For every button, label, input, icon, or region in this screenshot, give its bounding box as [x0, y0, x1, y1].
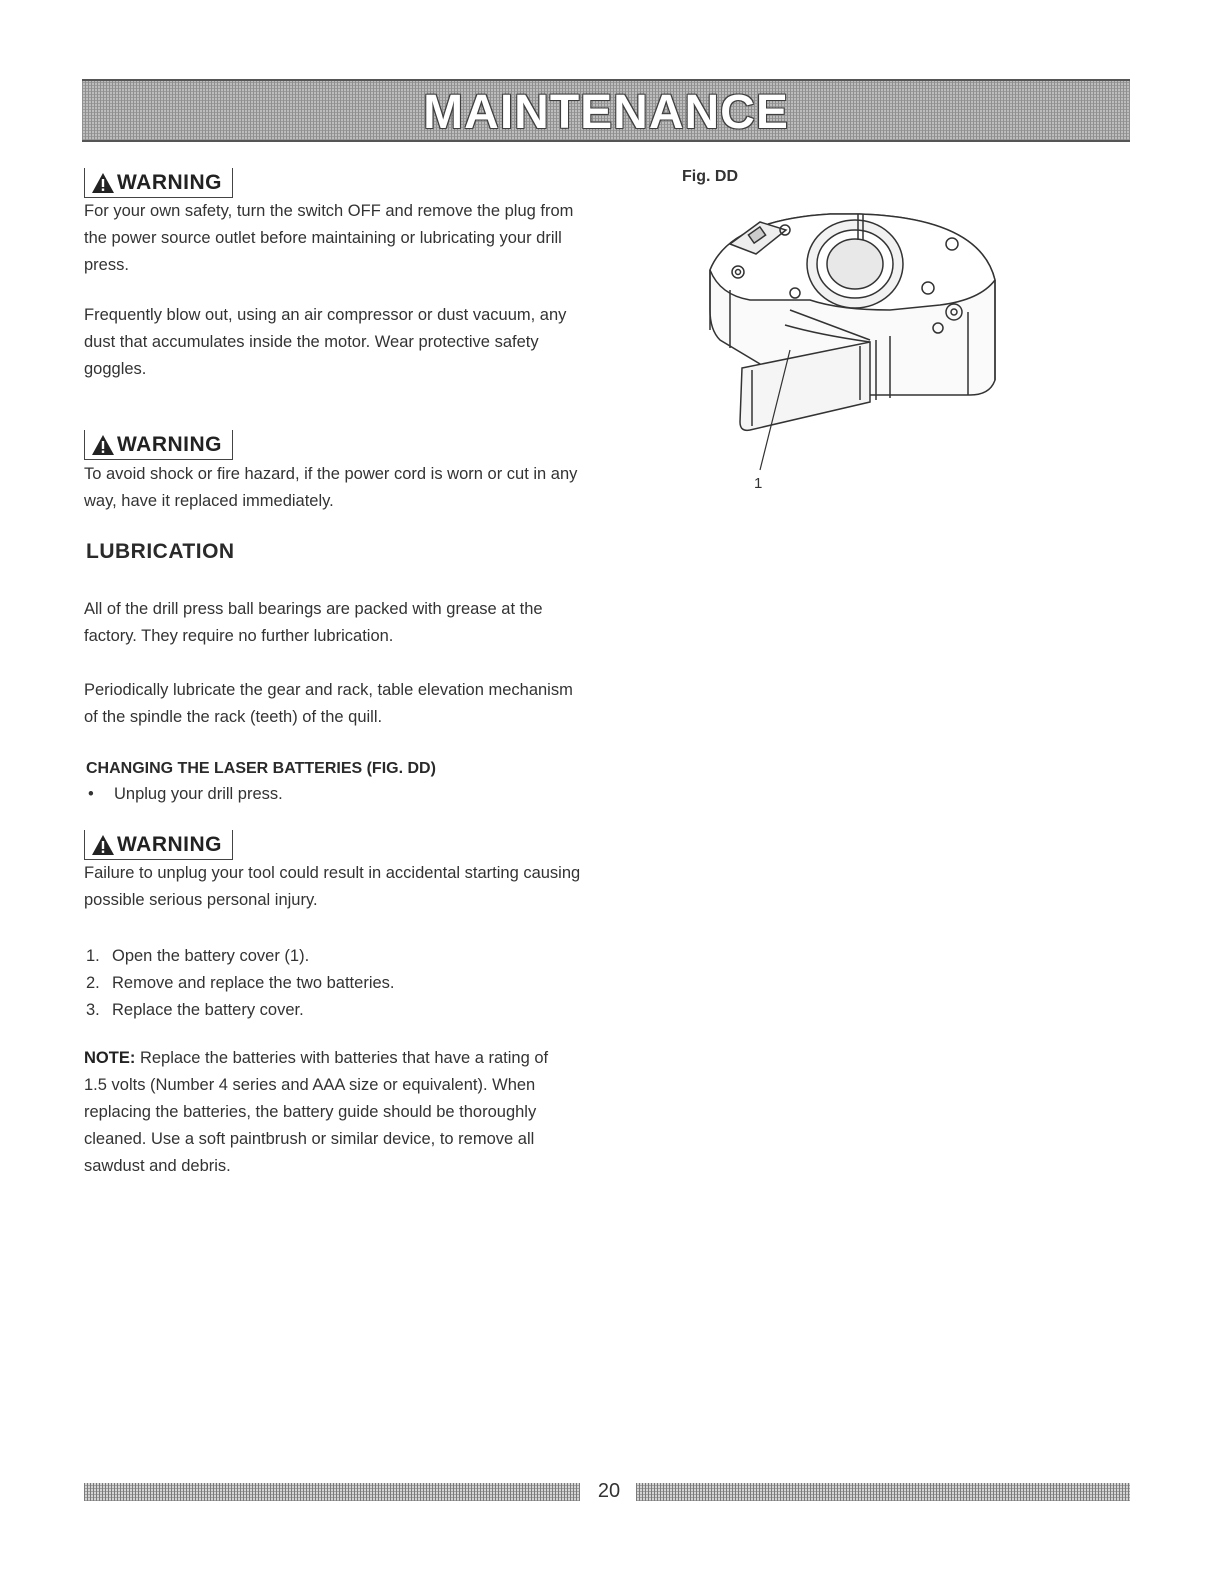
list-item	[88, 785, 283, 804]
warning-text-3: Failure to unplug your tool could result in accidental starting causing possible serious personal injury.	[84, 864, 581, 909]
lubrication-paragraph-2: Periodically lubricate the gear and rack, table elevation mechanism of the spindle the rack (teeth) of the quill.	[84, 681, 573, 726]
bullet-text: Unplug your drill press.	[114, 785, 283, 803]
lubrication-heading: LUBRICATION	[86, 540, 235, 563]
bullet-icon: •	[88, 785, 94, 803]
header-banner	[82, 79, 1130, 142]
footer-bar-left	[84, 1483, 580, 1501]
warning-triangle-icon	[91, 834, 115, 856]
warning-text-2: To avoid shock or fire hazard, if the power cord is worn or cut in any way, have it replaced immediately.	[84, 465, 578, 510]
battery-steps-list	[86, 943, 395, 1024]
note-paragraph	[84, 1045, 574, 1180]
warning-label-1	[84, 168, 233, 198]
lubrication-paragraph-1: All of the drill press ball bearings are packed with grease at the factory. They require no further lubrication.	[84, 600, 543, 645]
footer-bar-right	[636, 1483, 1130, 1501]
page-number: 20	[597, 1480, 621, 1502]
warning-triangle-icon	[91, 172, 115, 194]
laser-housing-diagram	[690, 200, 1010, 500]
note-label: NOTE:	[84, 1049, 136, 1067]
dust-paragraph: Frequently blow out, using an air compressor or dust vacuum, any dust that accumulates inside the motor. Wear protective safety goggles.	[84, 306, 567, 378]
list-item: 1. Open the battery cover (1).	[86, 947, 310, 965]
laser-batteries-heading: CHANGING THE LASER BATTERIES (FIG. DD)	[86, 760, 436, 777]
warning-label-2	[84, 430, 233, 460]
warning-label-text: WARNING	[117, 432, 222, 456]
list-item: 3. Replace the battery cover.	[86, 1001, 304, 1019]
warning-label-text: WARNING	[117, 170, 222, 194]
figure-label: Fig. DD	[682, 168, 738, 185]
warning-triangle-icon	[91, 434, 115, 456]
list-item: 2. Remove and replace the two batteries.	[86, 974, 395, 992]
figure-callout-number: 1	[754, 475, 763, 492]
page-title: MAINTENANCE	[423, 86, 789, 139]
warning-label-text: WARNING	[117, 832, 222, 856]
note-text: Replace the batteries with batteries that have a rating of 1.5 volts (Number 4 series and AAA size or equivalent). When replacing the batteries, the battery guide should be thoroughly cleaned. Use a soft paintbrush or similar device, to remove all sawdust and debris.	[84, 1049, 549, 1175]
warning-label-3	[84, 830, 233, 860]
warning-text-1: For your own safety, turn the switch OFF and remove the plug from the power source outlet before maintaining or lubricating your drill press.	[84, 202, 574, 274]
